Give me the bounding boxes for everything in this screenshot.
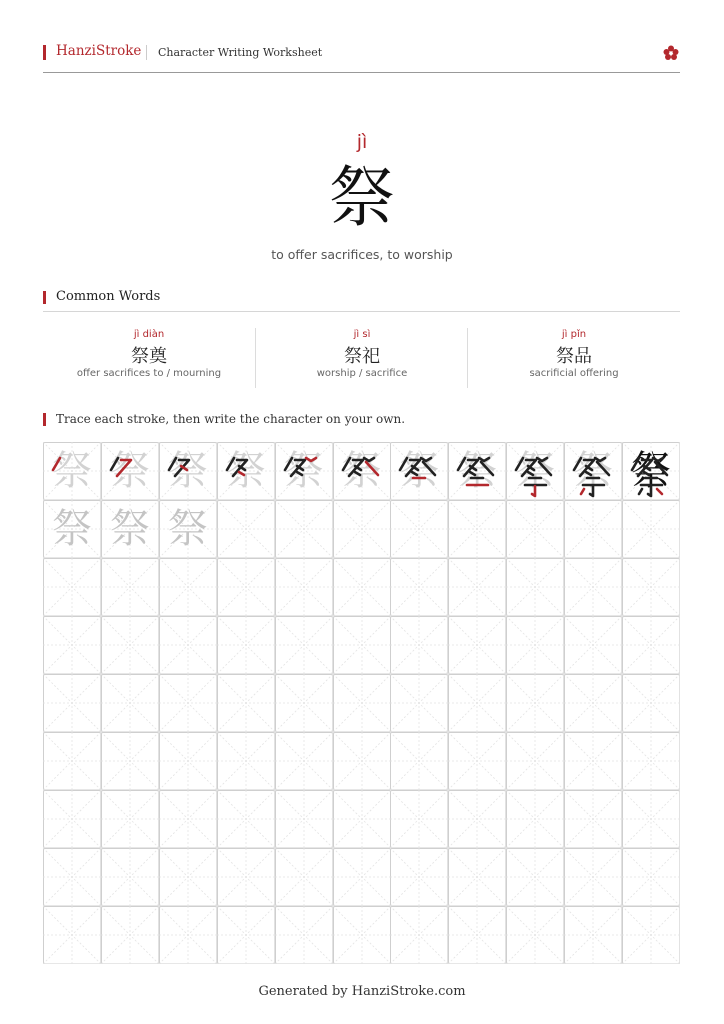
- grid-guide-lines: [159, 674, 217, 732]
- grid-guide-lines: [564, 848, 622, 906]
- stroke-order-glyph: 祭: [399, 448, 440, 494]
- practice-cell[interactable]: [159, 558, 217, 616]
- grid-guide-lines: [217, 500, 275, 558]
- practice-cell[interactable]: [275, 732, 333, 790]
- practice-cell[interactable]: [622, 558, 680, 616]
- practice-cell[interactable]: [506, 558, 564, 616]
- grid-guide-lines: [564, 732, 622, 790]
- practice-cell[interactable]: [333, 500, 391, 558]
- grid-guide-lines: [101, 674, 159, 732]
- word-hanzi: 祭祀: [344, 346, 380, 367]
- grid-guide-lines: [333, 674, 391, 732]
- practice-cell[interactable]: [448, 790, 506, 848]
- grid-guide-lines: [101, 906, 159, 964]
- practice-cell[interactable]: [506, 442, 564, 500]
- practice-cell[interactable]: [506, 616, 564, 674]
- practice-cell[interactable]: [101, 790, 159, 848]
- practice-cell[interactable]: [101, 442, 159, 500]
- practice-cell[interactable]: [448, 500, 506, 558]
- grid-guide-lines: [564, 674, 622, 732]
- grid-guide-lines: [101, 848, 159, 906]
- common-words-list: [43, 326, 680, 388]
- practice-cell[interactable]: [217, 906, 275, 964]
- header-divider: [146, 45, 147, 60]
- practice-cell[interactable]: [564, 558, 622, 616]
- grid-guide-lines: [217, 616, 275, 674]
- grid-guide-lines: [333, 500, 391, 558]
- practice-cell[interactable]: [506, 500, 564, 558]
- grid-guide-lines: [275, 848, 333, 906]
- character-meaning: to offer sacrifices, to worship: [271, 247, 453, 262]
- grid-guide-lines: [43, 906, 101, 964]
- grid-guide-lines: [43, 674, 101, 732]
- practice-cell[interactable]: [564, 790, 622, 848]
- trace-glyph: 祭: [167, 506, 208, 552]
- practice-cell[interactable]: [43, 500, 101, 558]
- grid-guide-lines: [506, 674, 564, 732]
- practice-cell[interactable]: [390, 790, 448, 848]
- current-stroke-highlight: [43, 442, 101, 500]
- practice-cell[interactable]: [43, 848, 101, 906]
- practice-cell[interactable]: [564, 442, 622, 500]
- practice-cell[interactable]: [43, 732, 101, 790]
- grid-guide-lines: [448, 500, 506, 558]
- grid-guide-lines: [564, 790, 622, 848]
- accent-bar: [43, 413, 46, 426]
- section-title: Common Words: [56, 289, 161, 304]
- grid-guide-lines: [43, 848, 101, 906]
- practice-cell[interactable]: [622, 732, 680, 790]
- plum-blossom-icon: [662, 44, 680, 62]
- practice-cell[interactable]: [217, 674, 275, 732]
- instruction-heading: [43, 411, 680, 429]
- practice-cell[interactable]: [275, 500, 333, 558]
- practice-cell[interactable]: [101, 848, 159, 906]
- practice-cell[interactable]: [448, 732, 506, 790]
- practice-cell[interactable]: [101, 500, 159, 558]
- grid-guide-lines: [159, 732, 217, 790]
- practice-cell[interactable]: [159, 848, 217, 906]
- practice-cell[interactable]: [217, 732, 275, 790]
- practice-cell[interactable]: [506, 674, 564, 732]
- practice-cell[interactable]: [43, 558, 101, 616]
- practice-cell[interactable]: [448, 674, 506, 732]
- practice-cell[interactable]: [448, 906, 506, 964]
- practice-cell[interactable]: [622, 790, 680, 848]
- current-stroke-highlight: [622, 442, 680, 500]
- grid-guide-lines: [448, 732, 506, 790]
- grid-guide-lines: [275, 500, 333, 558]
- grid-guide-lines: [275, 790, 333, 848]
- grid-guide-lines: [159, 790, 217, 848]
- grid-guide-lines: [622, 616, 680, 674]
- practice-cell[interactable]: [159, 906, 217, 964]
- grid-guide-lines: [506, 790, 564, 848]
- grid-guide-lines: [101, 732, 159, 790]
- grid-guide-lines: [390, 848, 448, 906]
- grid-guide-lines: [622, 500, 680, 558]
- stroke-order-glyph: 祭: [631, 448, 671, 494]
- practice-cell[interactable]: [217, 848, 275, 906]
- practice-cell[interactable]: [333, 848, 391, 906]
- grid-guide-lines: [564, 558, 622, 616]
- grid-guide-lines: [622, 906, 680, 964]
- grid-guide-lines: [448, 616, 506, 674]
- word-hanzi: 祭奠: [131, 346, 167, 367]
- grid-guide-lines: [333, 790, 391, 848]
- accent-bar: [43, 291, 46, 304]
- practice-cell[interactable]: [448, 848, 506, 906]
- practice-cell[interactable]: [390, 500, 448, 558]
- practice-cell[interactable]: [390, 732, 448, 790]
- grid-guide-lines: [448, 906, 506, 964]
- word-item: [43, 326, 255, 388]
- grid-guide-lines: [448, 558, 506, 616]
- footer-credit: Generated by HanziStroke.com: [258, 984, 466, 999]
- practice-cell[interactable]: [622, 906, 680, 964]
- practice-cell[interactable]: [333, 732, 391, 790]
- practice-cell[interactable]: [506, 732, 564, 790]
- grid-guide-lines: [390, 906, 448, 964]
- practice-cell[interactable]: [564, 500, 622, 558]
- grid-guide-lines: [275, 906, 333, 964]
- grid-guide-lines: [448, 848, 506, 906]
- grid-guide-lines: [333, 616, 391, 674]
- practice-cell[interactable]: [448, 558, 506, 616]
- grid-guide-lines: [622, 848, 680, 906]
- trace-glyph: 祭: [52, 506, 92, 552]
- grid-guide-lines: [448, 674, 506, 732]
- practice-cell[interactable]: [43, 674, 101, 732]
- practice-cell[interactable]: [43, 616, 101, 674]
- grid-guide-lines: [333, 558, 391, 616]
- current-stroke-highlight: [275, 442, 333, 500]
- word-item: [256, 326, 468, 388]
- practice-cell[interactable]: [275, 674, 333, 732]
- grid-guide-lines: [622, 558, 680, 616]
- practice-grid: [43, 442, 680, 964]
- stroke-order-glyph: 祭: [283, 448, 324, 494]
- practice-cell[interactable]: [564, 848, 622, 906]
- practice-cell[interactable]: [217, 558, 275, 616]
- word-meaning: sacrificial offering: [529, 368, 619, 379]
- grid-guide-lines: [506, 558, 564, 616]
- practice-cell[interactable]: [622, 674, 680, 732]
- brand-name[interactable]: HanziStroke: [56, 43, 142, 59]
- word-pinyin: jì pǐn: [561, 329, 587, 340]
- word-meaning: offer sacrifices to / mourning: [76, 368, 222, 379]
- grid-guide-lines: [506, 616, 564, 674]
- grid-guide-lines: [390, 500, 448, 558]
- grid-guide-lines: [564, 906, 622, 964]
- grid-guide-lines: [275, 732, 333, 790]
- practice-cell[interactable]: [390, 848, 448, 906]
- grid-guide-lines: [217, 906, 275, 964]
- current-stroke-highlight: [217, 442, 275, 500]
- instruction-text: Trace each stroke, then write the character on your own.: [56, 412, 406, 426]
- practice-cell[interactable]: [333, 558, 391, 616]
- practice-cell[interactable]: [506, 906, 564, 964]
- practice-cell[interactable]: [43, 442, 101, 500]
- grid-guide-lines: [390, 790, 448, 848]
- practice-cell[interactable]: [564, 906, 622, 964]
- practice-cell[interactable]: [448, 442, 506, 500]
- practice-cell[interactable]: [275, 848, 333, 906]
- grid-guide-lines: [390, 616, 448, 674]
- word-pinyin: jì diàn: [133, 329, 165, 340]
- grid-guide-lines: [390, 674, 448, 732]
- grid-guide-lines: [101, 558, 159, 616]
- practice-cell[interactable]: [159, 616, 217, 674]
- practice-cell[interactable]: [448, 616, 506, 674]
- current-stroke-highlight: [564, 442, 622, 500]
- practice-cell[interactable]: [217, 616, 275, 674]
- practice-cell[interactable]: [564, 732, 622, 790]
- practice-cell[interactable]: [333, 790, 391, 848]
- practice-cell[interactable]: [564, 616, 622, 674]
- practice-cell[interactable]: [564, 674, 622, 732]
- grid-guide-lines: [564, 500, 622, 558]
- practice-cell[interactable]: [622, 500, 680, 558]
- practice-cell[interactable]: [390, 674, 448, 732]
- stroke-order-glyph: 祭: [109, 448, 150, 494]
- grid-guide-lines: [333, 732, 391, 790]
- character-pinyin: jì: [356, 131, 368, 153]
- practice-cell[interactable]: [390, 442, 448, 500]
- practice-cell[interactable]: [622, 616, 680, 674]
- practice-cell[interactable]: [101, 674, 159, 732]
- current-stroke-highlight: [506, 442, 564, 500]
- stroke-order-glyph: 祭: [573, 448, 614, 494]
- grid-guide-lines: [43, 790, 101, 848]
- word-meaning: worship / sacrifice: [316, 368, 408, 379]
- worksheet-header: [43, 41, 680, 71]
- practice-cell[interactable]: [159, 442, 217, 500]
- practice-cell[interactable]: [390, 558, 448, 616]
- grid-guide-lines: [159, 848, 217, 906]
- character-glyph: 祭: [329, 159, 395, 236]
- grid-guide-lines: [101, 790, 159, 848]
- grid-guide-lines: [217, 848, 275, 906]
- grid-guide-lines: [159, 906, 217, 964]
- word-item: [468, 326, 680, 388]
- grid-guide-lines: [506, 500, 564, 558]
- grid-guide-lines: [217, 790, 275, 848]
- stroke-order-glyph: 祭: [167, 448, 208, 494]
- stroke-order-glyph: 祭: [225, 448, 266, 494]
- worksheet-subtitle: Character Writing Worksheet: [158, 46, 323, 59]
- practice-cell[interactable]: [622, 848, 680, 906]
- grid-guide-lines: [333, 848, 391, 906]
- practice-cell[interactable]: [43, 790, 101, 848]
- practice-cell[interactable]: [506, 848, 564, 906]
- word-hanzi: 祭品: [556, 346, 592, 367]
- current-stroke-highlight: [159, 442, 217, 500]
- grid-guide-lines: [622, 732, 680, 790]
- practice-cell[interactable]: [275, 616, 333, 674]
- practice-cell[interactable]: [275, 906, 333, 964]
- practice-cell[interactable]: [43, 906, 101, 964]
- word-pinyin: jì sì: [353, 329, 371, 340]
- grid-guide-lines: [333, 906, 391, 964]
- grid-guide-lines: [275, 558, 333, 616]
- grid-guide-lines: [506, 848, 564, 906]
- practice-cell[interactable]: [101, 906, 159, 964]
- current-stroke-highlight: [333, 442, 391, 500]
- section-rule: [43, 311, 680, 312]
- current-stroke-highlight: [101, 442, 159, 500]
- grid-guide-lines: [622, 790, 680, 848]
- practice-cell[interactable]: [275, 442, 333, 500]
- header-rule: [43, 72, 680, 73]
- current-stroke-highlight: [448, 442, 506, 500]
- practice-cell[interactable]: [217, 442, 275, 500]
- practice-cell[interactable]: [101, 558, 159, 616]
- practice-cell[interactable]: [333, 674, 391, 732]
- grid-guide-lines: [217, 732, 275, 790]
- grid-guide-lines: [43, 616, 101, 674]
- stroke-order-glyph: 祭: [515, 448, 556, 494]
- grid-guide-lines: [217, 674, 275, 732]
- practice-cell[interactable]: [159, 790, 217, 848]
- practice-cell[interactable]: [622, 442, 680, 500]
- practice-cell[interactable]: [333, 442, 391, 500]
- grid-guide-lines: [448, 790, 506, 848]
- practice-cell[interactable]: [159, 500, 217, 558]
- trace-glyph: 祭: [109, 506, 150, 552]
- practice-cell[interactable]: [390, 616, 448, 674]
- current-stroke-highlight: [390, 442, 448, 500]
- practice-cell[interactable]: [275, 558, 333, 616]
- grid-guide-lines: [275, 616, 333, 674]
- grid-guide-lines: [159, 558, 217, 616]
- stroke-order-glyph: 祭: [457, 448, 498, 494]
- practice-cell[interactable]: [333, 906, 391, 964]
- practice-cell[interactable]: [217, 790, 275, 848]
- grid-guide-lines: [275, 674, 333, 732]
- grid-guide-lines: [390, 558, 448, 616]
- stroke-order-glyph: 祭: [341, 448, 382, 494]
- practice-cell[interactable]: [159, 674, 217, 732]
- grid-guide-lines: [622, 674, 680, 732]
- practice-cell[interactable]: [101, 616, 159, 674]
- grid-guide-lines: [101, 616, 159, 674]
- practice-cell[interactable]: [275, 790, 333, 848]
- practice-cell[interactable]: [506, 790, 564, 848]
- grid-guide-lines: [506, 906, 564, 964]
- grid-guide-lines: [43, 558, 101, 616]
- stroke-order-glyph: 祭: [52, 448, 92, 494]
- practice-cell[interactable]: [101, 732, 159, 790]
- practice-cell[interactable]: [333, 616, 391, 674]
- accent-bar: [43, 45, 46, 60]
- grid-guide-lines: [506, 732, 564, 790]
- grid-guide-lines: [217, 558, 275, 616]
- grid-guide-lines: [43, 732, 101, 790]
- practice-cell[interactable]: [217, 500, 275, 558]
- practice-cell[interactable]: [159, 732, 217, 790]
- grid-guide-lines: [159, 616, 217, 674]
- practice-cell[interactable]: [390, 906, 448, 964]
- grid-guide-lines: [390, 732, 448, 790]
- grid-guide-lines: [564, 616, 622, 674]
